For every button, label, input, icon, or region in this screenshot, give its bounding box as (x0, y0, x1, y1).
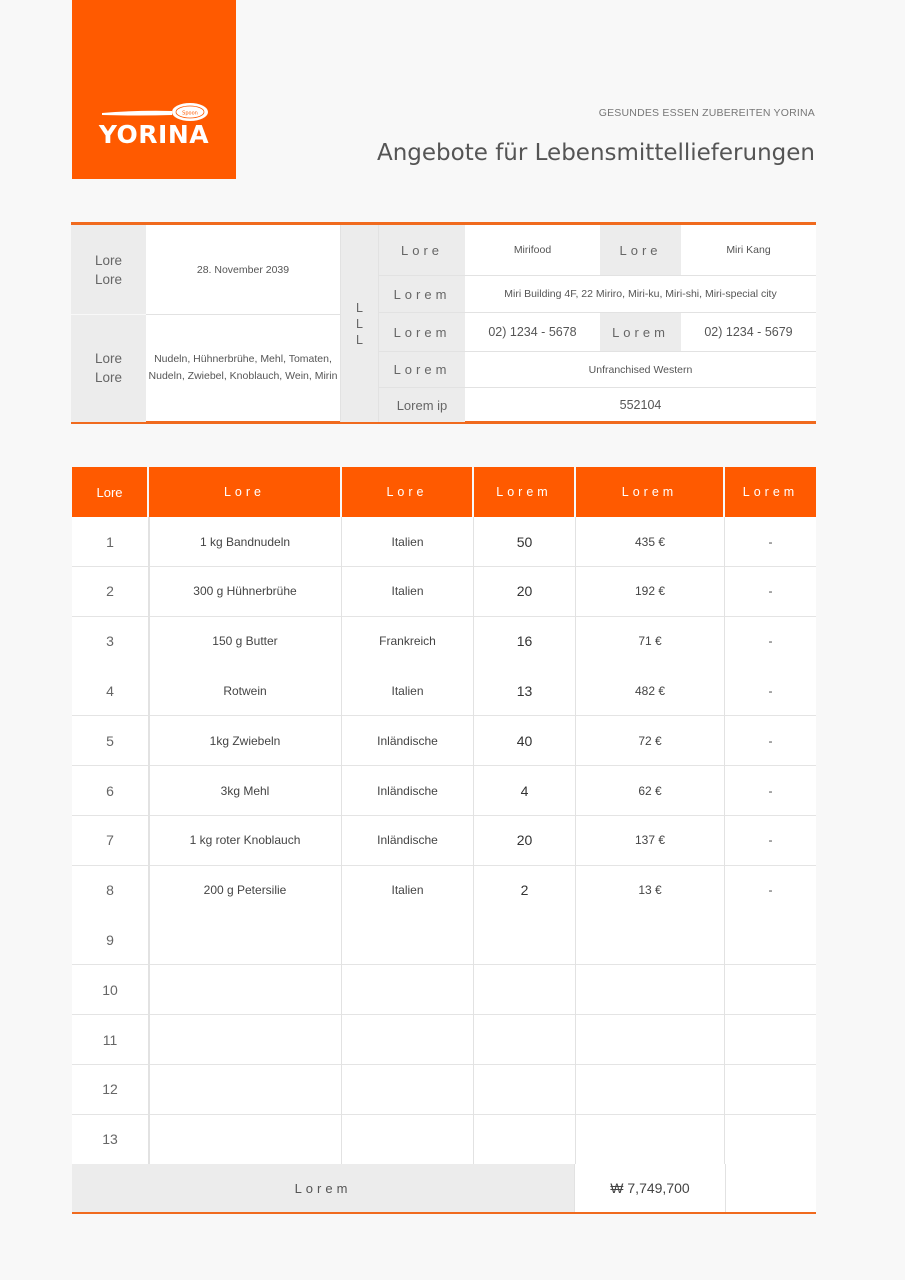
col-header-origin: Lore (342, 467, 472, 517)
table-row (72, 617, 816, 667)
col-header-no: Lore (72, 467, 147, 517)
row-price: 13 € (638, 883, 662, 898)
table-row (72, 866, 816, 916)
items-value: Nudeln, Hühnerbrühe, Mehl, Tomaten, Nudeln, Zwiebel, Knoblauch, Wein, Mirin (148, 353, 338, 382)
row-number: 5 (106, 732, 114, 749)
company-label: Lore (379, 225, 465, 275)
row-number: 8 (106, 882, 114, 899)
row-note (725, 965, 816, 1014)
row-origin: Inländische (377, 833, 438, 848)
total-empty (725, 1164, 816, 1212)
vertical-label: L L L (341, 225, 378, 422)
row-price: 71 € (638, 634, 662, 649)
table-row (72, 965, 816, 1015)
row-note: - (768, 534, 773, 549)
row-origin: Italien (391, 883, 424, 898)
row-price: 192 € (634, 584, 666, 599)
brand-name: YORINA (98, 120, 210, 149)
row-price: 435 € (634, 534, 666, 549)
row-number: 10 (102, 981, 118, 998)
contact-value: Miri Kang (726, 244, 771, 256)
row-price: 72 € (638, 733, 662, 748)
row-item: 150 g Butter (212, 634, 278, 649)
address-value: Miri Building 4F, 22 Miriro, Miri-ku, Miri-shi, Miri-special city (504, 288, 777, 300)
row-quantity: 20 (516, 583, 533, 600)
row-number: 1 (106, 533, 114, 550)
row-note: - (768, 833, 773, 848)
row-quantity (474, 1065, 575, 1114)
row-number: 12 (102, 1081, 118, 1098)
fax-label: Lorem (600, 313, 681, 351)
row-price (576, 965, 724, 1014)
row-price: 62 € (638, 783, 662, 798)
row-number: 9 (106, 931, 114, 948)
row-item: 1kg Zwiebeln (209, 733, 281, 748)
row-note (725, 915, 816, 964)
row-origin (342, 1015, 473, 1064)
row-origin: Frankreich (379, 634, 436, 649)
row-item (149, 1115, 341, 1164)
row-price (576, 915, 724, 964)
row-note (725, 1115, 816, 1164)
row-quantity: 50 (516, 533, 533, 550)
phone-label: Lorem (379, 313, 465, 351)
row-number: 4 (106, 682, 114, 699)
items-label: Lore Lore (71, 314, 146, 422)
total-row (72, 1164, 816, 1214)
table-row (72, 666, 816, 716)
row-item: 3kg Mehl (220, 783, 270, 798)
row-number: 11 (102, 1031, 118, 1048)
date-value: 28. November 2039 (196, 263, 290, 276)
row-price (576, 1115, 724, 1164)
row-origin: Italien (391, 534, 424, 549)
contact-label: Lore (600, 225, 681, 275)
type-label: Lorem (379, 352, 465, 387)
row-quantity (474, 965, 575, 1014)
row-price: 137 € (634, 833, 666, 848)
row-origin: Inländische (377, 783, 438, 798)
row-price (576, 1015, 724, 1064)
row-origin (342, 965, 473, 1014)
row-number: 13 (102, 1131, 118, 1148)
code-value: 552104 (619, 398, 662, 412)
row-item: Rotwein (223, 683, 267, 698)
row-number: 2 (106, 583, 114, 600)
row-note: - (768, 883, 773, 898)
row-item: 1 kg roter Knoblauch (189, 833, 301, 848)
row-quantity: 40 (516, 732, 533, 749)
row-note: - (768, 783, 773, 798)
row-price (576, 1065, 724, 1114)
row-number: 6 (106, 782, 114, 799)
table-row (72, 915, 816, 965)
spoon-text: Spoon (182, 110, 198, 117)
row-number: 3 (106, 633, 114, 650)
type-value: Unfranchised Western (588, 363, 693, 376)
row-item: 300 g Hühnerbrühe (193, 584, 297, 599)
row-item (149, 915, 341, 964)
row-price: 482 € (634, 683, 666, 698)
row-item (149, 1065, 341, 1114)
row-item: 1 kg Bandnudeln (199, 534, 291, 549)
fax-value: 02) 1234 - 5679 (704, 325, 793, 339)
phone-value: 02) 1234 - 5678 (488, 325, 577, 339)
row-item (149, 965, 341, 1014)
row-quantity (474, 1015, 575, 1064)
row-note: - (768, 733, 773, 748)
table-row (72, 816, 816, 866)
table-row (72, 716, 816, 766)
col-header-qty: Lorem (474, 467, 574, 517)
row-note (725, 1015, 816, 1064)
row-origin: Italien (391, 683, 424, 698)
page-title: Angebote für Lebensmittellieferungen (376, 140, 815, 166)
code-label: Lorem ip (379, 388, 465, 422)
row-note: - (768, 584, 773, 599)
row-quantity: 20 (516, 832, 533, 849)
row-number: 7 (106, 832, 114, 849)
row-origin (342, 1065, 473, 1114)
row-note (725, 1065, 816, 1114)
row-quantity: 16 (516, 633, 533, 650)
row-quantity (474, 1115, 575, 1164)
row-origin: Italien (391, 584, 424, 599)
row-quantity: 13 (516, 682, 533, 699)
table-row (72, 766, 816, 816)
table-row (72, 567, 816, 617)
row-item (149, 1015, 341, 1064)
table-row (72, 517, 816, 567)
col-header-item: Lore (149, 467, 340, 517)
row-quantity (474, 915, 575, 964)
page-subtitle: GESUNDES ESSEN ZUBEREITEN YORINA (598, 107, 815, 119)
row-origin (342, 915, 473, 964)
table-row (72, 1115, 816, 1165)
row-origin (342, 1115, 473, 1164)
company-value: Mirifood (513, 244, 552, 256)
brand-logo (72, 0, 236, 179)
row-quantity: 4 (520, 782, 529, 799)
row-item: 200 g Petersilie (203, 883, 287, 898)
row-quantity: 2 (520, 882, 529, 899)
row-note: - (768, 634, 773, 649)
info-block (71, 222, 816, 424)
address-label: Lorem (379, 276, 465, 312)
table-row (72, 1065, 816, 1115)
total-value: ₩ 7,749,700 (574, 1164, 725, 1212)
total-label: Lorem (72, 1164, 574, 1212)
date-label: Lore Lore (71, 225, 146, 314)
row-origin: Inländische (377, 733, 438, 748)
row-note: - (768, 683, 773, 698)
table-row (72, 1015, 816, 1065)
col-header-price: Lorem (576, 467, 723, 517)
col-header-note: Lorem (725, 467, 816, 517)
